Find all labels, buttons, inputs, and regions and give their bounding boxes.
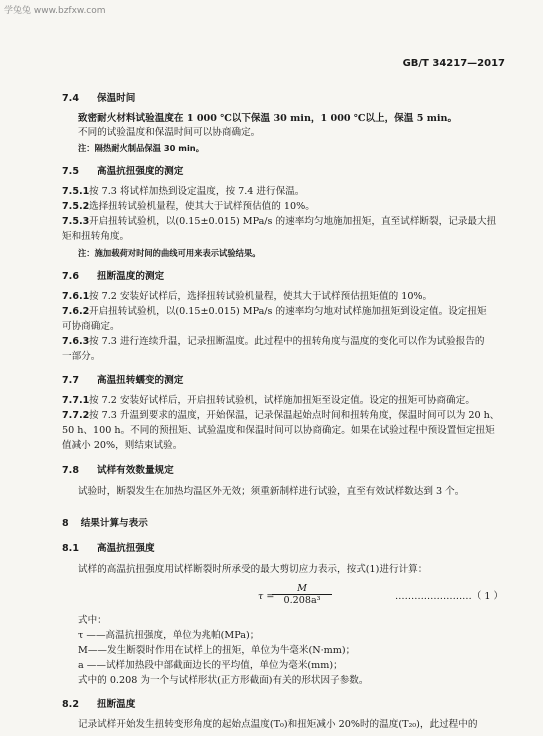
standard-number: GB/T 34217—2017: [402, 58, 505, 69]
section-8-1-heading: 8.1 高温抗扭强度: [62, 543, 155, 554]
section-8-2-heading: 8.2 扭断温度: [62, 699, 136, 710]
s76-item-3: 7.6.3按 7.3 进行连续升温，记录扭断温度。此过程中的扭转角度与温度的变化可以作为试验报告的: [62, 336, 485, 347]
s81-p1: 试样的高温抗扭强度用试样断裂时所承受的最大剪切应力表示，按式(1)进行计算：: [78, 564, 428, 575]
s74-note: 注：隔热耐火制品保温 30 min。: [78, 143, 204, 153]
section-7-7-heading: 7.7 高温扭转蠕变的测定: [62, 375, 184, 386]
s75-item-1: 7.5.1按 7.3 将试样加热到设定温度，按 7.4 进行保温。: [62, 186, 305, 197]
formula-numerator: M: [272, 583, 332, 595]
section-8-heading: 8 结果计算与表示: [62, 518, 148, 529]
s75-item-3-cont: 矩和扭转角度。: [62, 231, 130, 242]
s76-item-2-cont: 可协商确定。: [62, 321, 120, 332]
section-7-8-heading: 7.8 试样有效数量规定: [62, 465, 174, 476]
formula-fraction: [272, 583, 332, 606]
section-7-4-heading: 7.4 保温时间: [62, 93, 136, 104]
s77-item-1: 7.7.1按 7.2 安装好试样后，开启扭转试验机，试样施加扭矩至设定值。设定的扭矩可协商确定。: [62, 395, 475, 406]
s74-p1: 致密耐火材料试验温度在 1 000 ℃以下保温 30 min，1 000 ℃以上，保温 5 min。: [78, 113, 458, 124]
s81-where-1: τ ——高温抗扭强度，单位为兆帕(MPa)；: [78, 630, 260, 641]
s82-p1: 记录试样开始发生扭转变形角度的起始点温度(T₀)和扭矩减小 20%时的温度(T₂₀)，此过程中的: [78, 719, 478, 730]
s81-where-3: a ——试样加热段中部截面边长的平均值，单位为毫米(mm)；: [78, 660, 343, 671]
s81-where-4: 式中的 0.208 为一个与试样形状(正方形截面)有关的形状因子参数。: [78, 675, 369, 686]
s77-item-2: 7.7.2按 7.3 升温到要求的温度，开始保温，记录保温起始点时间和扭转角度，保温时间可以为 20 h、: [62, 410, 500, 421]
s76-item-3-cont: 一部分。: [62, 351, 101, 362]
s75-note: 注：施加载荷对时间的曲线可用来表示试验结果。: [78, 248, 261, 258]
s77-item-2-cont-2: 值减小 20%，则结束试验。: [62, 440, 183, 451]
s76-item-1: 7.6.1按 7.2 安装好试样后，选择扭转试验机量程，使其大于试样预估扭矩值的 10%。: [62, 291, 433, 302]
s74-p2: 不同的试验温度和保温时间可以协商确定。: [78, 127, 261, 138]
s75-item-2: 7.5.2选择扭转试验机量程，使其大于试样预估值的 10%。: [62, 201, 315, 212]
section-7-6-heading: 7.6 扭断温度的测定: [62, 271, 165, 282]
s76-item-2: 7.6.2开启扭转试验机，以(0.15±0.015) MPa/s 的速率均匀地对试样施加扭矩到设定值。设定扭矩: [62, 306, 487, 317]
s78-p1: 试验时，断裂发生在加热均温区外无效；须重新制样进行试验，直至有效试样数达到 3 个。: [78, 486, 465, 497]
s81-where: 式中：: [78, 615, 107, 626]
watermark: 学兔兔 www.bzfxw.com: [4, 6, 106, 16]
formula-denominator: 0.208a³: [283, 595, 321, 606]
s77-item-2-cont-1: 50 h、100 h。不同的预扭矩、试验温度和保温时间可以协商确定。如果在试验过程中预设置恒定扭矩: [62, 425, 495, 436]
section-7-5-heading: 7.5 高温抗扭强度的测定: [62, 166, 184, 177]
s81-where-2: M——发生断裂时作用在试样上的扭矩，单位为牛毫米(N·mm)；: [78, 645, 356, 656]
formula-tag: ……………………（ 1 ）: [395, 591, 504, 602]
s75-item-3: 7.5.3开启扭转试验机，以(0.15±0.015) MPa/s 的速率均匀地施加扭矩，直至试样断裂，记录最大扭: [62, 216, 497, 227]
formula-lhs: τ =: [258, 591, 275, 602]
